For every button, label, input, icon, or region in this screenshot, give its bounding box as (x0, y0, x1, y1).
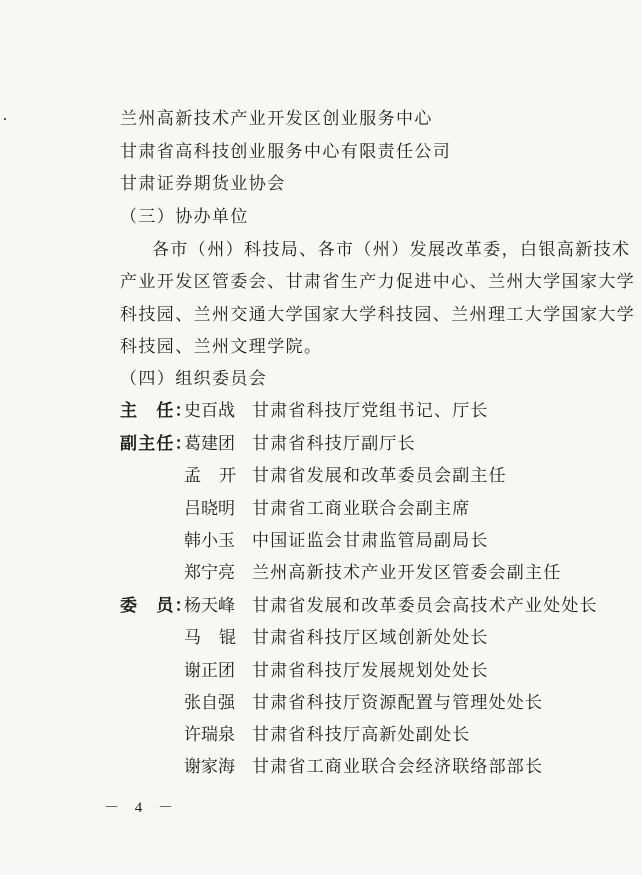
member-name: 孟开 (184, 466, 254, 486)
org-line: 兰州高新技术产业开发区创业服务中心 (120, 109, 433, 129)
member-name: 杨天峰 (184, 596, 235, 616)
member-name: 韩小玉 (184, 531, 235, 551)
member-position: 甘肃省科技厅资源配置与管理处处长 (252, 693, 544, 713)
member-position: 甘肃省发展和改革委员会高技术产业处处长 (252, 596, 598, 616)
member-name: 许瑞泉 (184, 725, 235, 745)
member-name: 谢家海 (184, 757, 235, 777)
page-number: － 4 － (104, 800, 180, 816)
member-position: 兰州高新技术产业开发区管委会副主任 (252, 563, 562, 583)
member-name: 郑宁亮 (184, 563, 235, 583)
member-position: 甘肃省工商业联合会副主席 (252, 499, 471, 519)
section-heading-co-organizers: （三）协办单位 (120, 207, 249, 227)
member-role: 副主任： (120, 434, 193, 454)
member-name: 葛建团 (184, 434, 235, 454)
member-name: 吕晓明 (184, 499, 235, 519)
member-position: 甘肃省科技厅发展规划处处长 (252, 661, 489, 681)
member-position: 甘肃省发展和改革委员会副主任 (252, 466, 507, 486)
paragraph-line: 科技园、兰州交通大学国家大学科技园、兰州理工大学国家大学 (120, 305, 636, 325)
member-position: 甘肃省科技厅高新处副处长 (252, 725, 471, 745)
member-name: 张自强 (184, 693, 235, 713)
member-role: 主 任： (120, 401, 193, 421)
paragraph-line: 产业开发区管委会、甘肃省生产力促进中心、兰州大学国家大学 (120, 272, 636, 292)
paragraph-line: 各市（州）科技局、各市（州）发展改革委，白银高新技术 (152, 240, 631, 260)
paragraph-line: 科技园、兰州文理学院。 (120, 337, 323, 357)
member-role: 委 员： (120, 596, 193, 616)
member-position: 中国证监会甘肃监管局副局长 (252, 531, 489, 551)
member-position: 甘肃省科技厅党组书记、厅长 (252, 401, 489, 421)
org-line: 甘肃省高科技创业服务中心有限责任公司 (120, 142, 452, 162)
section-heading-committee: （四）组织委员会 (120, 369, 268, 389)
member-name: 谢正团 (184, 661, 235, 681)
member-position: 甘肃省工商业联合会经济联络部部长 (252, 757, 544, 777)
member-position: 甘肃省科技厅区域创新处处长 (252, 628, 489, 648)
org-line: 甘肃证券期货业协会 (120, 174, 286, 194)
member-name: 马锟 (184, 628, 254, 648)
scan-speck (4, 118, 6, 120)
member-name: 史百战 (184, 401, 235, 421)
member-position: 甘肃省科技厅副厅长 (252, 434, 416, 454)
